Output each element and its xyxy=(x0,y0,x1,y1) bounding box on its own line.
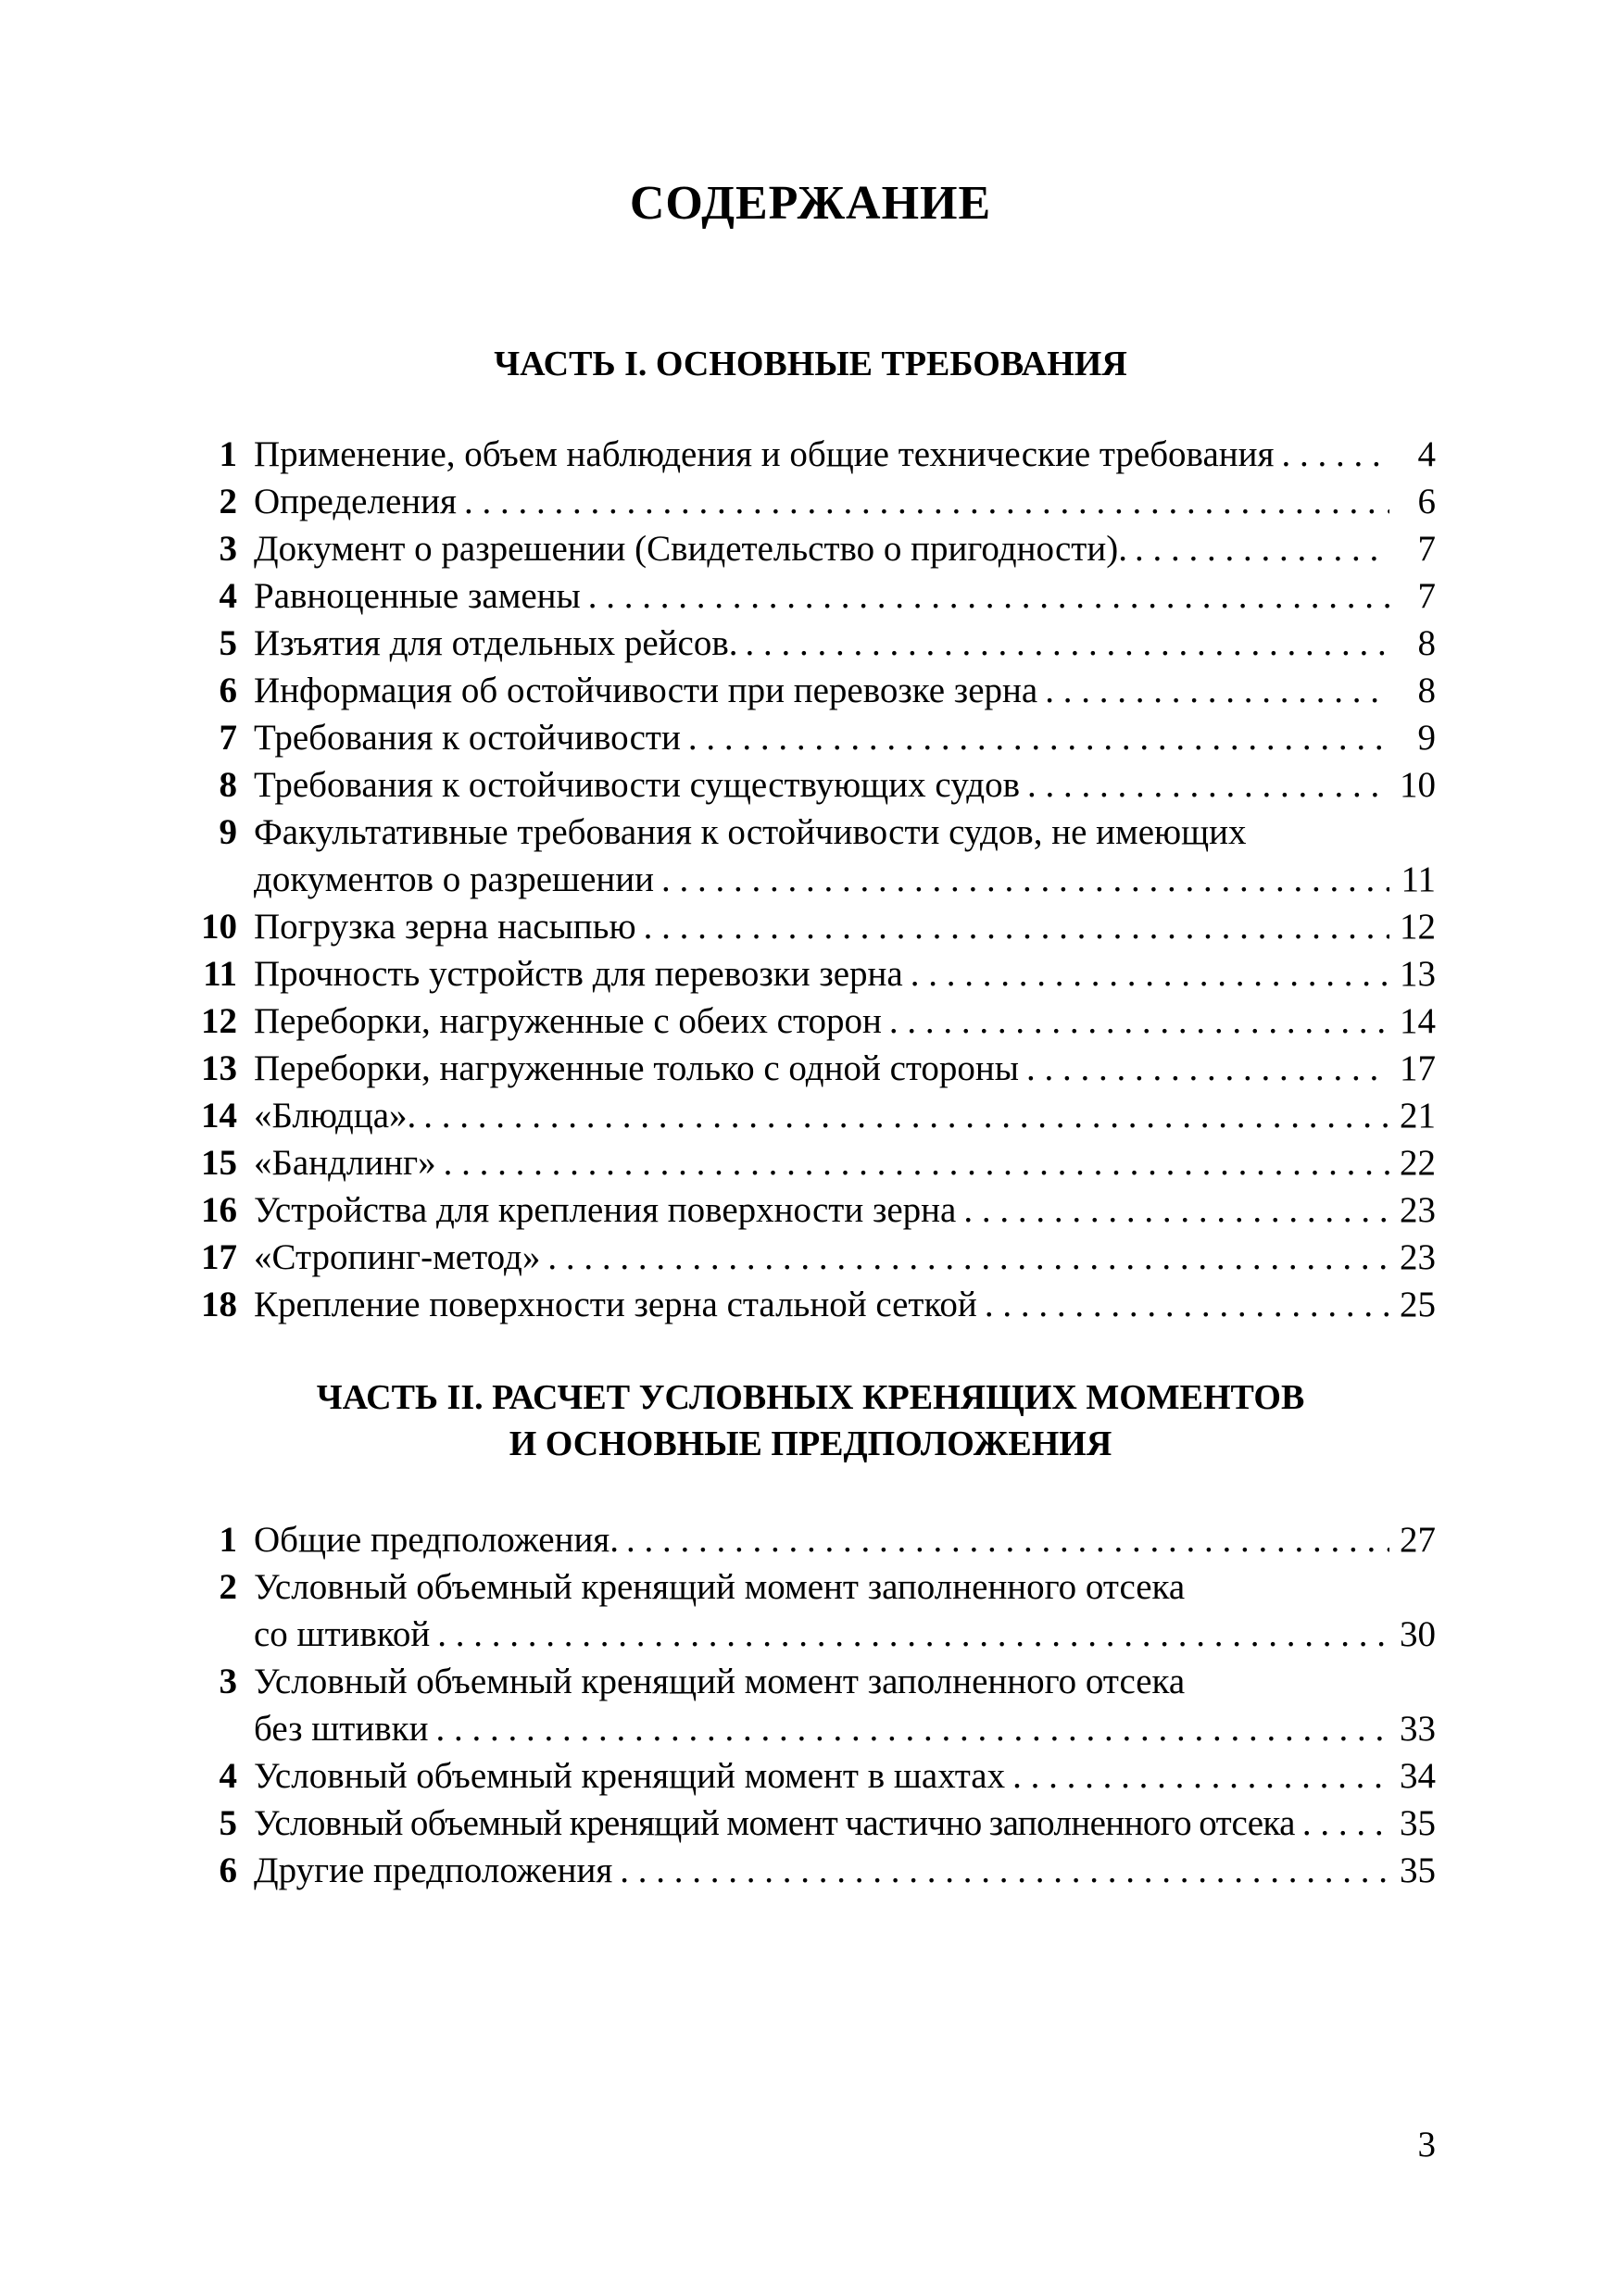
toc-entry[interactable] xyxy=(196,1516,1436,1563)
toc-entry-page: 14 xyxy=(1400,1001,1436,1041)
part1-title xyxy=(0,341,1621,387)
toc-entry-line xyxy=(254,572,1436,620)
toc-entry-page: 23 xyxy=(1400,1237,1436,1277)
toc-entry-line xyxy=(254,1752,1436,1800)
toc-entry-line xyxy=(254,1611,1436,1658)
toc-entry[interactable] xyxy=(196,1563,1436,1658)
toc-entry[interactable] xyxy=(196,903,1436,950)
toc-entry-page: 23 xyxy=(1400,1190,1436,1230)
toc-entry-page: 30 xyxy=(1400,1614,1436,1654)
toc-entry[interactable] xyxy=(196,431,1436,478)
toc-entry-number: 2 xyxy=(219,1567,237,1607)
toc-entry-page: 4 xyxy=(1417,434,1436,474)
toc-dot-leader xyxy=(1012,1752,1389,1800)
toc-entry[interactable] xyxy=(196,1847,1436,1894)
toc-entry-number: 6 xyxy=(219,1851,237,1890)
toc-entry-title-continuation: со штивкой xyxy=(254,1614,431,1654)
toc-entry-title: Погрузка зерна насыпью xyxy=(254,907,636,947)
page-title: СОДЕРЖАНИЕ xyxy=(629,177,992,230)
toc-entry-title: Условный объемный кренящий момент заполненного отсека xyxy=(254,1567,1186,1607)
toc-dot-leader xyxy=(661,856,1389,903)
toc-entry-line xyxy=(254,1281,1436,1328)
toc-entry[interactable] xyxy=(196,714,1436,761)
toc-entry-line xyxy=(254,903,1436,950)
toc-entry-line xyxy=(254,997,1436,1045)
toc-entry-line xyxy=(254,1234,1436,1281)
toc-entry-line xyxy=(254,856,1436,903)
toc-entry-number: 3 xyxy=(219,529,237,569)
toc-dot-leader xyxy=(1135,525,1389,572)
toc-dot-leader xyxy=(1026,1045,1389,1092)
toc-entry-line xyxy=(254,478,1436,525)
toc-entry-number: 12 xyxy=(201,1001,237,1041)
toc-entry-number: 9 xyxy=(219,812,237,852)
toc-entry-line xyxy=(254,1139,1436,1186)
toc-entry-page: 22 xyxy=(1400,1143,1436,1183)
toc-entry-title: Применение, объем наблюдения и общие технические требования xyxy=(254,434,1275,474)
toc-dot-leader xyxy=(464,478,1389,525)
toc-entry-number: 5 xyxy=(219,623,237,663)
toc-entry-number: 8 xyxy=(219,765,237,805)
toc-entry-line xyxy=(254,1516,1436,1563)
toc-entry-title: Требования к остойчивости существующих судов xyxy=(254,765,1021,805)
toc-entry-number: 16 xyxy=(201,1190,237,1230)
toc-entry-title-continuation: без штивки xyxy=(254,1709,429,1749)
toc-entry-page: 33 xyxy=(1400,1709,1436,1749)
toc-entry-page: 8 xyxy=(1417,671,1436,710)
toc-entry-number: 17 xyxy=(201,1237,237,1277)
toc-dot-leader xyxy=(911,950,1389,997)
toc-entry-title: Крепление поверхности зерна стальной сеткой xyxy=(254,1285,977,1324)
toc-entry[interactable] xyxy=(196,525,1436,572)
toc-entry[interactable] xyxy=(196,1800,1436,1847)
toc-entry-page: 10 xyxy=(1400,765,1436,805)
toc-entry-page: 13 xyxy=(1400,954,1436,994)
toc-dot-leader xyxy=(889,997,1389,1045)
toc-part1 xyxy=(196,431,1436,1328)
toc-dot-leader xyxy=(746,620,1389,667)
toc-dot-leader xyxy=(1302,1800,1389,1847)
toc-entry[interactable] xyxy=(196,1234,1436,1281)
toc-entry-title: Условный объемный кренящий момент в шахтах xyxy=(254,1756,1006,1796)
toc-entry-number: 6 xyxy=(219,671,237,710)
toc-entry-title: «Стропинг-метод» xyxy=(254,1237,541,1277)
toc-dot-leader xyxy=(435,1705,1389,1752)
toc-entry-number: 2 xyxy=(219,482,237,521)
part2-title-line1: ЧАСТЬ II. РАСЧЕТ УСЛОВНЫХ КРЕНЯЩИХ МОМЕНТОВ xyxy=(316,1378,1305,1417)
toc-entry-page: 7 xyxy=(1417,529,1436,569)
toc-entry-line xyxy=(254,1847,1436,1894)
toc-entry-line xyxy=(254,1092,1436,1139)
toc-entry-line xyxy=(254,431,1436,478)
toc-dot-leader xyxy=(644,903,1389,950)
toc-entry-line xyxy=(254,950,1436,997)
toc-entry[interactable] xyxy=(196,1139,1436,1186)
toc-entry-page: 7 xyxy=(1417,576,1436,616)
toc-entry-line xyxy=(254,1045,1436,1092)
toc-entry-line xyxy=(254,761,1436,809)
toc-dot-leader xyxy=(1281,431,1389,478)
toc-dot-leader xyxy=(985,1281,1389,1328)
toc-dot-leader xyxy=(1045,667,1389,714)
toc-part2 xyxy=(196,1516,1436,1894)
toc-entry-title: Переборки, нагруженные с обеих сторон xyxy=(254,1001,882,1041)
toc-entry-title: Переборки, нагруженные только с одной стороны xyxy=(254,1048,1020,1088)
toc-entry[interactable] xyxy=(196,997,1436,1045)
toc-entry-number: 7 xyxy=(219,718,237,758)
toc-entry-number: 1 xyxy=(219,1520,237,1560)
toc-entry[interactable] xyxy=(196,572,1436,620)
toc-entry-line xyxy=(254,667,1436,714)
toc-entry-page: 12 xyxy=(1400,907,1436,947)
toc-entry-title: Условный объемный кренящий момент частично заполненного отсека xyxy=(254,1803,1295,1843)
toc-entry-number: 15 xyxy=(201,1143,237,1183)
toc-entry-title-continuation: документов о разрешении xyxy=(254,859,655,899)
toc-entry-page: 9 xyxy=(1417,718,1436,758)
toc-entry-title: Условный объемный кренящий момент заполненного отсека xyxy=(254,1662,1186,1701)
toc-entry-title: Требования к остойчивости xyxy=(254,718,681,758)
toc-entry-title: Изъятия для отдельных рейсов. xyxy=(254,623,738,663)
toc-entry-page: 21 xyxy=(1400,1096,1436,1135)
toc-entry-line xyxy=(254,1705,1436,1752)
toc-entry-number: 18 xyxy=(201,1285,237,1324)
toc-entry-title: Другие предположения xyxy=(254,1851,613,1890)
toc-entry[interactable] xyxy=(196,1281,1436,1328)
toc-entry-title: Определения xyxy=(254,482,457,521)
toc-entry-title: Документ о разрешении (Свидетельство о пригодности). xyxy=(254,529,1127,569)
toc-entry-number: 3 xyxy=(219,1662,237,1701)
toc-entry-title: Прочность устройств для перевозки зерна xyxy=(254,954,903,994)
toc-entry-page: 25 xyxy=(1400,1285,1436,1324)
toc-dot-leader xyxy=(437,1611,1389,1658)
part1-title-text: ЧАСТЬ I. ОСНОВНЫЕ ТРЕБОВАНИЯ xyxy=(494,345,1127,383)
toc-entry-line xyxy=(254,525,1436,572)
toc-entry-page: 6 xyxy=(1417,482,1436,521)
toc-entry[interactable] xyxy=(196,1186,1436,1234)
toc-dot-leader xyxy=(1027,761,1389,809)
toc-entry-title: Факультативные требования к остойчивости судов, не имеющих xyxy=(254,812,1247,852)
toc-entry-page: 17 xyxy=(1400,1048,1436,1088)
toc-entry-title: Равноценные замены xyxy=(254,576,581,616)
toc-entry-title: «Бандлинг» xyxy=(254,1143,436,1183)
toc-dot-leader xyxy=(688,714,1389,761)
toc-entry[interactable] xyxy=(196,761,1436,809)
toc-entry-number: 13 xyxy=(201,1048,237,1088)
toc-dot-leader xyxy=(963,1186,1389,1234)
toc-entry-page: 34 xyxy=(1400,1756,1436,1796)
toc-entry[interactable] xyxy=(196,1045,1436,1092)
toc-entry-line xyxy=(254,1186,1436,1234)
toc-entry[interactable] xyxy=(196,1752,1436,1800)
toc-entry[interactable] xyxy=(196,1092,1436,1139)
toc-entry-title: Информация об остойчивости при перевозке зерна xyxy=(254,671,1038,710)
toc-entry[interactable] xyxy=(196,478,1436,525)
toc-entry[interactable] xyxy=(196,667,1436,714)
toc-dot-leader xyxy=(423,1092,1389,1139)
toc-dot-leader xyxy=(588,572,1389,620)
toc-dot-leader xyxy=(626,1516,1389,1563)
toc-entry-page: 35 xyxy=(1400,1851,1436,1890)
toc-entry-line xyxy=(254,714,1436,761)
page-number: 3 xyxy=(1417,2125,1436,2164)
toc-entry[interactable] xyxy=(196,809,1436,903)
part2-title xyxy=(0,1374,1621,1467)
toc-entry-title: Общие предположения. xyxy=(254,1520,619,1560)
part2-title-line2: И ОСНОВНЫЕ ПРЕДПОЛОЖЕНИЯ xyxy=(509,1424,1112,1463)
toc-entry-number: 5 xyxy=(219,1803,237,1843)
toc-entry[interactable] xyxy=(196,620,1436,667)
toc-entry-title: Устройства для крепления поверхности зерна xyxy=(254,1190,957,1230)
toc-entry-page: 11 xyxy=(1401,859,1436,899)
toc-dot-leader xyxy=(547,1234,1389,1281)
toc-entry[interactable] xyxy=(196,1658,1436,1752)
toc-dot-leader xyxy=(444,1139,1389,1186)
toc-dot-leader xyxy=(620,1847,1389,1894)
toc-entry-number: 4 xyxy=(219,1756,237,1796)
toc-entry-number: 1 xyxy=(219,434,237,474)
toc-entry-title: «Блюдца». xyxy=(254,1096,417,1135)
toc-entry-number: 11 xyxy=(203,954,237,994)
toc-entry-page: 8 xyxy=(1417,623,1436,663)
toc-entry-number: 4 xyxy=(219,576,237,616)
toc-entry-number: 14 xyxy=(201,1096,237,1135)
toc-entry[interactable] xyxy=(196,950,1436,997)
toc-entry-number: 10 xyxy=(201,907,237,947)
toc-entry-page: 27 xyxy=(1400,1520,1436,1560)
toc-entry-line xyxy=(254,1800,1436,1847)
toc-entry-line xyxy=(254,620,1436,667)
toc-entry-page: 35 xyxy=(1400,1803,1436,1843)
